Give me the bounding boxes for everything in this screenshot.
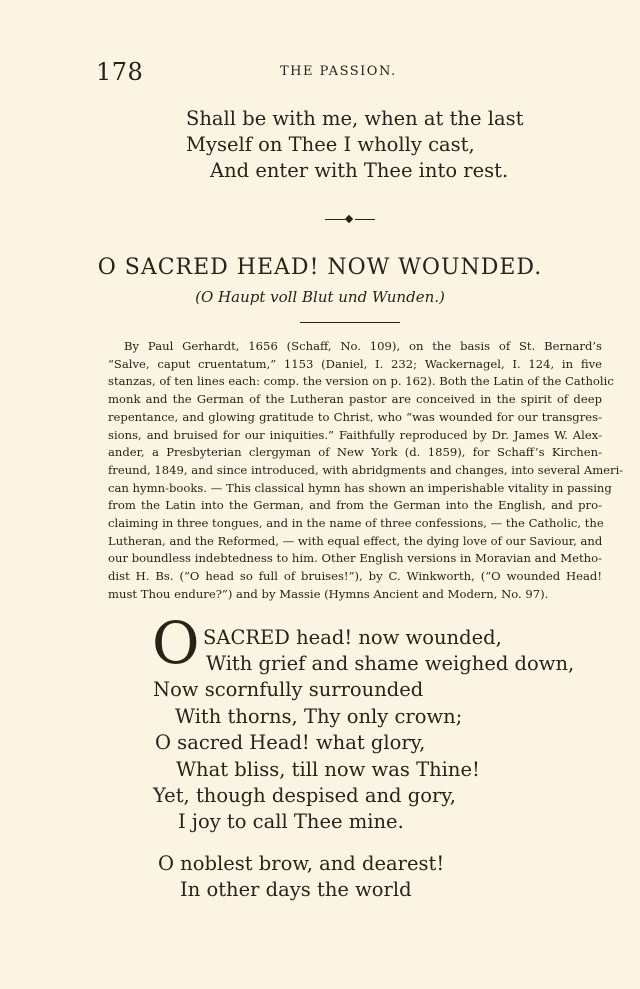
verse-line: SACRED head! now wounded, — [203, 626, 502, 649]
verse-line: Shall be with me, when at the last — [186, 107, 524, 130]
note-line: from the Latin into the German, and from the German into the English, and pro- — [108, 498, 602, 513]
hymn-title: O SACRED HEAD! NOW WOUNDED. — [97, 255, 543, 280]
note-line: dist H. Bs. (“O head so full of bruises!”), by C. Winkworth, (“O wounded Head! — [108, 569, 602, 584]
verse-line: What bliss, till now was Thine! — [176, 758, 480, 781]
verse-line: I joy to call Thee mine. — [178, 810, 404, 833]
diamond-icon — [345, 215, 353, 223]
drop-cap: O — [152, 609, 200, 677]
hymn-subtitle: (O Haupt voll Blut und Wunden.) — [195, 288, 445, 306]
note-line: By Paul Gerhardt, 1656 (Schaff, No. 109), on the basis of St. Bernard’s — [124, 339, 602, 353]
note-line: monk and the German of the Lutheran pastor are conceived in the spirit of deep — [108, 392, 602, 407]
verse-line: In other days the world — [180, 878, 412, 901]
note-line: stanzas, of ten lines each: comp. the version on p. 162). Both the Latin of the Catholic — [108, 374, 614, 389]
verse-line: With thorns, Thy only crown; — [175, 705, 463, 728]
verse-line: Now scornfully surrounded — [153, 678, 424, 701]
verse-line: O sacred Head! what glory, — [155, 731, 426, 754]
note-line: Lutheran, and the Reformed, — with equal effect, the dying love of our Saviour, and — [108, 533, 603, 548]
title-rule — [300, 322, 400, 323]
verse-line: Myself on Thee I wholly cast, — [186, 133, 475, 156]
ornament-rule — [355, 219, 375, 220]
note-line: our boundless indebtedness to him. Other English versions in Moravian and Metho- — [108, 551, 602, 566]
note-line: ander, a Presbyterian clergyman of New York (d. 1859), for Schaff’s Kirchen- — [108, 445, 602, 460]
note-line: freund, 1849, and since introduced, with abridgments and changes, into several Ameri- — [108, 462, 624, 477]
ornament-rule — [325, 219, 345, 220]
note-line: must Thou endure?”) and by Massie (Hymns Ancient and Modern, No. 97). — [108, 586, 549, 601]
verse-line: And enter with Thee into rest. — [210, 159, 509, 182]
running-head: THE PASSION. — [280, 64, 397, 79]
note-line: can hymn-books. — This classical hymn has shown an imperishable vitality in passing — [108, 480, 612, 495]
verse-line: Yet, though despised and gory, — [153, 784, 456, 807]
page-number: 178 — [96, 58, 144, 86]
note-line: repentance, and glowing gratitude to Christ, who “was wounded for our transgres- — [108, 409, 602, 424]
section-ornament — [325, 214, 375, 226]
verse-line: O noblest brow, and dearest! — [158, 852, 445, 875]
note-line: “Salve, caput cruentatum,” 1153 (Daniel, I. 232; Wackernagel, I. 124, in five — [108, 356, 602, 371]
note-line: claiming in three tongues, and in the name of three confessions, — the Catholic, the — [108, 516, 604, 531]
note-line: sions, and bruised for our iniquities.” Faithfully reproduced by Dr. James W. Alex- — [108, 427, 602, 442]
hymn-note — [108, 338, 624, 604]
verse-line: With grief and shame weighed down, — [206, 652, 575, 675]
